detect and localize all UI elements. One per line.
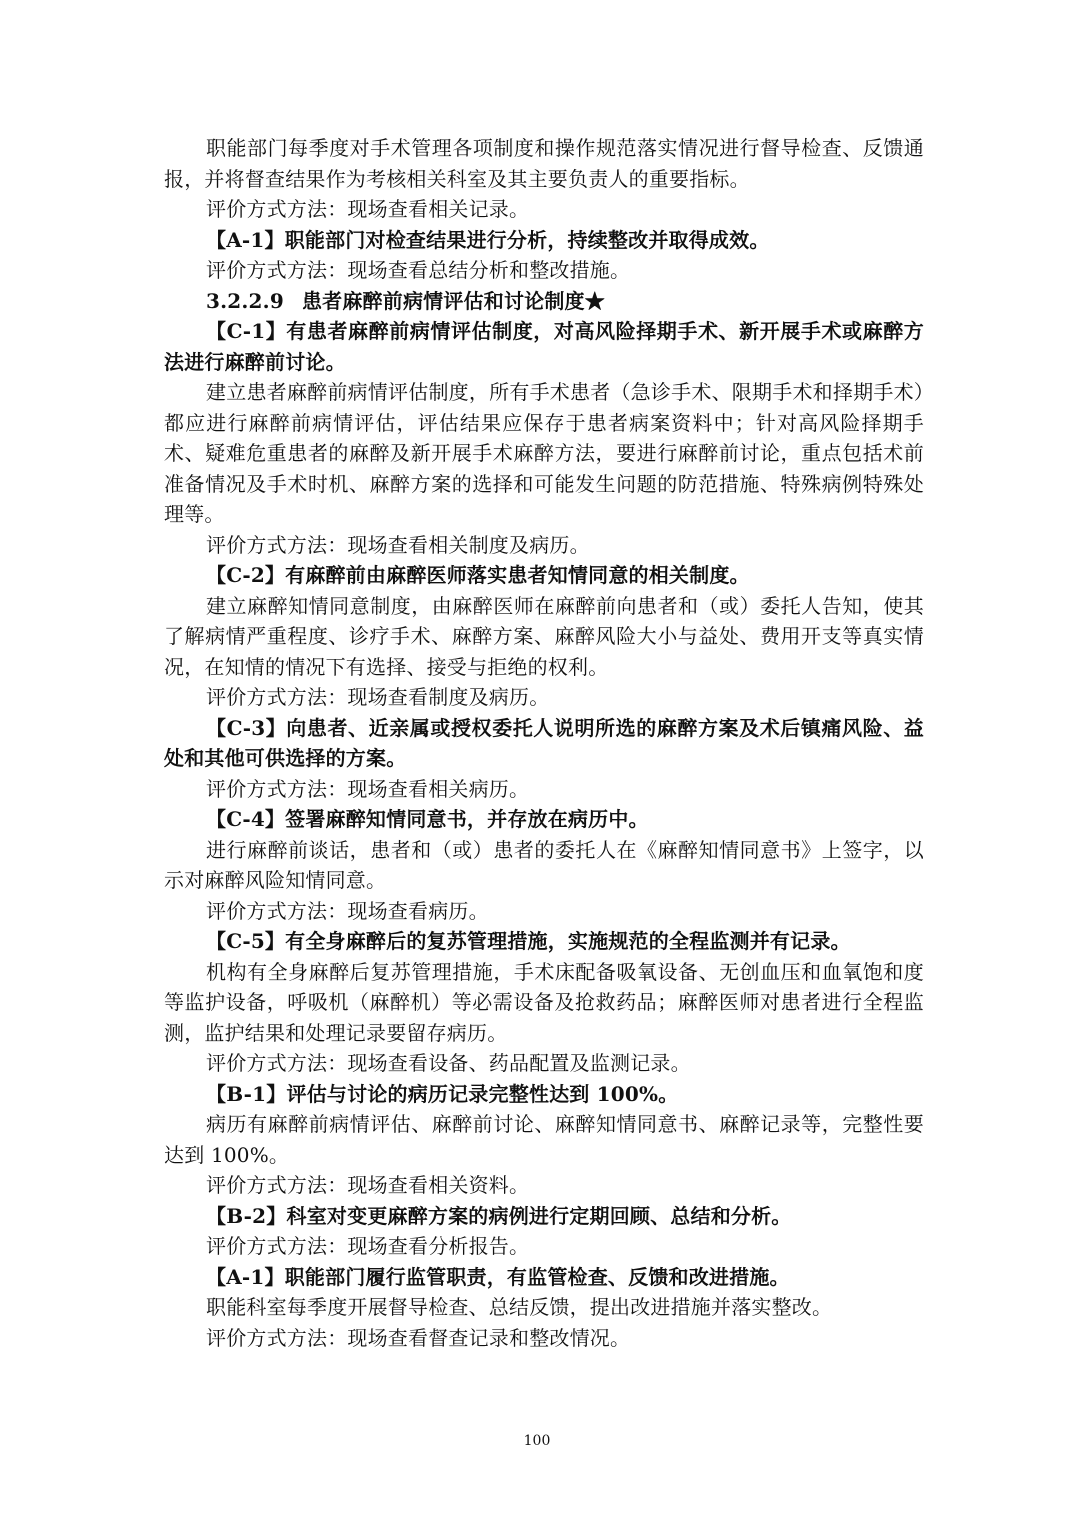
criterion-c3: 【C-3】向患者、近亲属或授权委托人说明所选的麻醉方案及术后镇痛风险、益处和其他可供选择的方案。 bbox=[164, 715, 924, 770]
paragraph: 职能部门每季度对手术管理各项制度和操作规范落实情况进行督导检查、反馈通报，并将督查结果作为考核相关科室及其主要负责人的重要指标。 bbox=[164, 136, 924, 191]
paragraph: 机构有全身麻醉后复苏管理措施，手术床配备吸氧设备、无创血压和血氧饱和度等监护设备，呼吸机（麻醉机）等必需设备及抢救药品；麻醉医师对患者进行全程监测，监护结果和处理记录要留存病历。 bbox=[164, 959, 924, 1045]
paragraph: 进行麻醉前谈话，患者和（或）患者的委托人在《麻醉知情同意书》上签字，以示对麻醉风险知情同意。 bbox=[164, 837, 924, 892]
criterion-c2: 【C-2】有麻醉前由麻醉医师落实患者知情同意的相关制度。 bbox=[206, 563, 750, 587]
evaluation-method: 评价方式方法：现场查看相关病历。 bbox=[206, 776, 530, 801]
criterion-c1: 【C-1】有患者麻醉前病情评估制度，对高风险择期手术、新开展手术或麻醉方法进行麻醉前讨论。 bbox=[164, 319, 924, 374]
evaluation-method: 评价方式方法：现场查看分析报告。 bbox=[206, 1234, 530, 1258]
criterion-c5: 【C-5】有全身麻醉后的复苏管理措施，实施规范的全程监测并有记录。 bbox=[206, 929, 851, 953]
paragraph: 病历有麻醉前病情评估、麻醉前讨论、麻醉知情同意书、麻醉记录等，完整性要达到 100%。 bbox=[164, 1112, 924, 1167]
criterion-a1: 【A-1】职能部门对检查结果进行分析，持续整改并取得成效。 bbox=[206, 227, 770, 252]
criterion-b1: 【B-1】评估与讨论的病历记录完整性达到 100%。 bbox=[206, 1081, 679, 1106]
page-number: 100 bbox=[523, 1433, 551, 1449]
section-title: 患者麻醉前病情评估和讨论制度★ bbox=[301, 288, 605, 313]
page-body bbox=[164, 133, 924, 1353]
evaluation-method: 评价方式方法：现场查看相关记录。 bbox=[206, 197, 530, 221]
evaluation-method: 评价方式方法：现场查看制度及病历。 bbox=[206, 685, 550, 709]
evaluation-method: 评价方式方法：现场查看督查记录和整改情况。 bbox=[206, 1325, 631, 1350]
paragraph: 建立麻醉知情同意制度，由麻醉医师在麻醉前向患者和（或）委托人告知，使其了解病情严重程度、诊疗手术、麻醉方案、麻醉风险大小与益处、费用开支等真实情况，在知情的情况下有选择、接受与拒绝的权利。 bbox=[164, 593, 924, 679]
evaluation-method: 评价方式方法：现场查看相关资料。 bbox=[206, 1173, 530, 1197]
section-number: 3.2.2.9 bbox=[206, 288, 284, 313]
evaluation-method: 评价方式方法：现场查看病历。 bbox=[206, 898, 489, 923]
paragraph: 职能科室每季度开展督导检查、总结反馈，提出改进措施并落实整改。 bbox=[206, 1295, 833, 1319]
evaluation-method: 评价方式方法：现场查看相关制度及病历。 bbox=[206, 532, 590, 557]
evaluation-method: 评价方式方法：现场查看总结分析和整改措施。 bbox=[206, 258, 631, 282]
paragraph: 建立患者麻醉前病情评估制度，所有手术患者（急诊手术、限期手术和择期手术）都应进行麻醉前病情评估，评估结果应保存于患者病案资料中；针对高风险择期手术、疑难危重患者的麻醉及新开展手术麻醉方法，要进行麻醉前讨论，重点包括术前准备情况及手术时机、麻醉方案的选择和可能发生问题的防范措施、特殊病例特殊处理等。 bbox=[164, 380, 924, 526]
criterion-b2: 【B-2】科室对变更麻醉方案的病例进行定期回顾、总结和分析。 bbox=[206, 1203, 792, 1228]
evaluation-method: 评价方式方法：现场查看设备、药品配置及监测记录。 bbox=[206, 1051, 691, 1075]
criterion-a1: 【A-1】职能部门履行监管职责，有监管检查、反馈和改进措施。 bbox=[206, 1264, 790, 1289]
section-heading bbox=[164, 286, 924, 317]
criterion-c4: 【C-4】签署麻醉知情同意书，并存放在病历中。 bbox=[206, 807, 649, 831]
